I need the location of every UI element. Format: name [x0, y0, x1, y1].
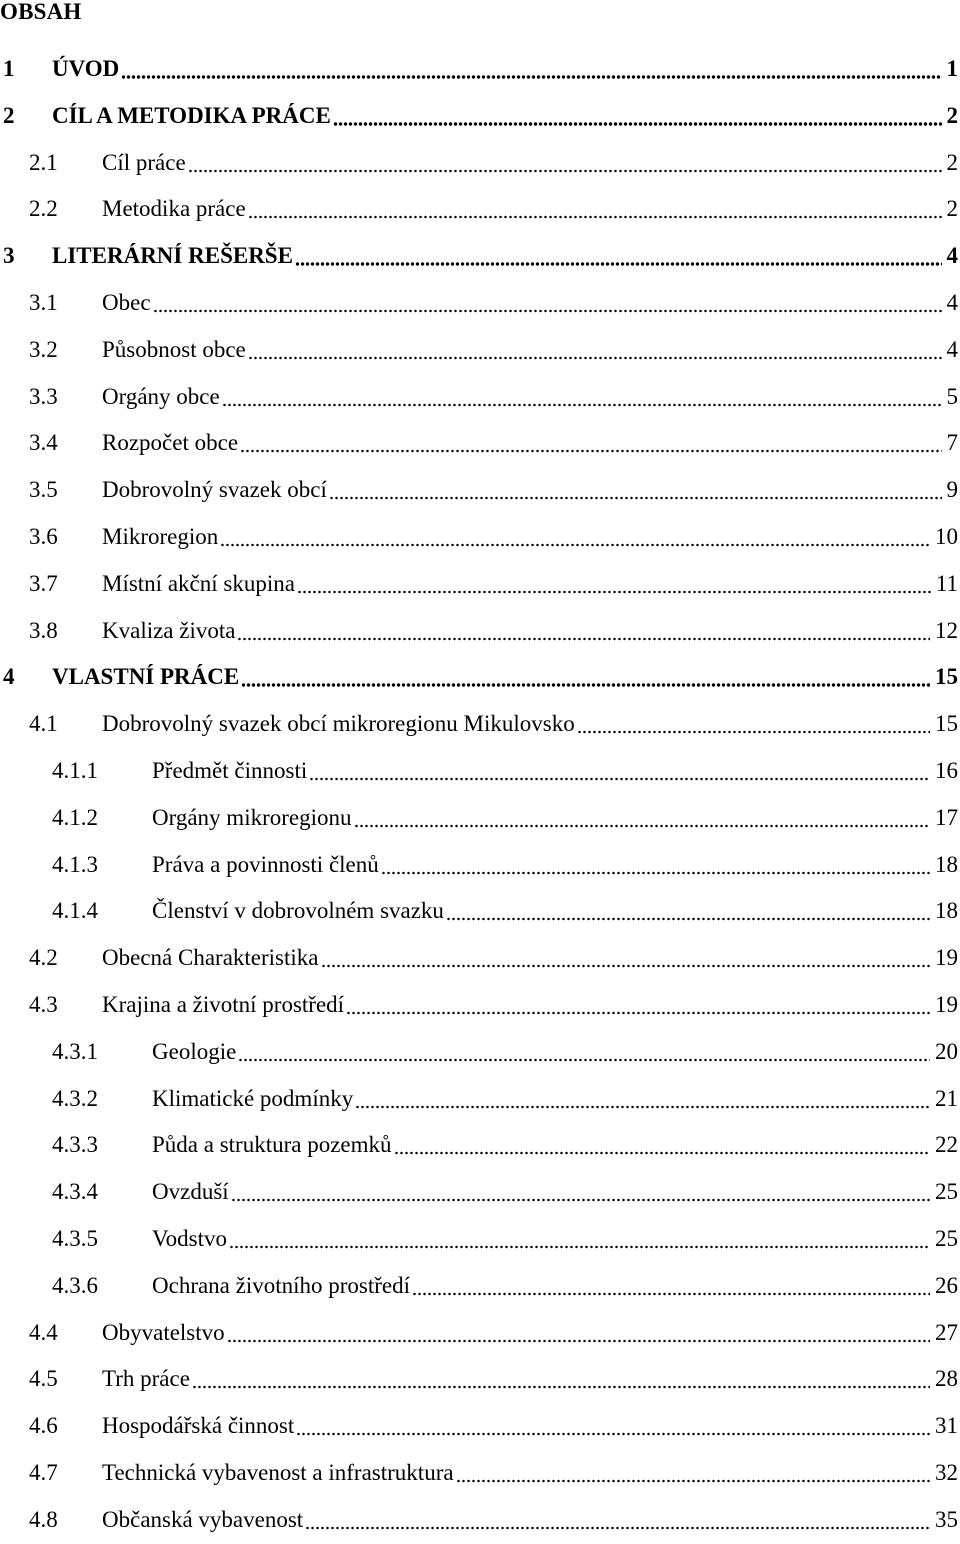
toc-entry-page: 31	[935, 1413, 958, 1438]
toc-entry-line	[102, 1310, 960, 1356]
toc-entry-line	[152, 1263, 960, 1309]
toc-entry-page: 25	[935, 1179, 958, 1204]
toc-entry-title: Obyvatelstvo	[102, 1320, 225, 1345]
toc-entry-page: 4	[946, 243, 958, 268]
dot-leader	[227, 1310, 930, 1356]
toc-entry-number: 4.3.5	[52, 1226, 98, 1251]
toc-entry-line	[152, 1029, 960, 1075]
toc-entry-number: 4.1.2	[52, 805, 98, 830]
toc-entry-page: 20	[935, 1039, 958, 1064]
toc-entry-page: 9	[946, 477, 958, 502]
toc-entry-page: 28	[935, 1366, 958, 1391]
toc-entry[interactable]	[0, 654, 960, 700]
toc-entry[interactable]	[0, 467, 960, 513]
toc-entry[interactable]	[0, 374, 960, 420]
toc-entry-page: 15	[935, 711, 958, 736]
toc-entry-number: 4.5	[29, 1366, 58, 1391]
dot-leader	[333, 93, 942, 139]
toc-entry-line	[152, 1076, 960, 1122]
toc-entry-line	[152, 888, 960, 934]
dot-leader	[577, 701, 930, 747]
toc-entry-number: 3.4	[29, 430, 58, 455]
toc-entry-line	[102, 1403, 960, 1449]
toc-entry-number: 4.3.1	[52, 1039, 98, 1064]
toc-entry-number: 3.2	[29, 337, 58, 362]
dot-leader	[297, 561, 931, 607]
toc-entry-line	[102, 327, 960, 373]
toc-entry-page: 11	[935, 571, 958, 596]
toc-entry-page: 1	[946, 56, 958, 81]
toc-entry-line	[102, 1497, 960, 1543]
toc-entry-number: 4.2	[29, 945, 58, 970]
toc-entry[interactable]	[0, 982, 960, 1028]
toc-entry-title: Krajina a životní prostředí	[102, 992, 345, 1017]
dot-leader	[248, 186, 942, 232]
dot-leader	[355, 1076, 930, 1122]
toc-entry-page: 2	[946, 150, 958, 175]
toc-entry-line	[52, 233, 960, 279]
toc-entry-number: 3.7	[29, 571, 58, 596]
toc-entry-title: Cíl práce	[102, 150, 186, 175]
toc-entry[interactable]	[0, 795, 960, 841]
toc-entry[interactable]	[0, 561, 960, 607]
toc-entry[interactable]	[0, 1216, 960, 1262]
toc-entry[interactable]	[0, 1450, 960, 1496]
toc-entry-page: 19	[935, 945, 958, 970]
toc-entry-page: 19	[935, 992, 958, 1017]
toc-entry-page: 15	[935, 664, 958, 689]
dot-leader	[381, 842, 930, 888]
toc-entry-title: Technická vybavenost a infrastruktura	[102, 1460, 454, 1485]
dot-leader	[412, 1263, 930, 1309]
toc-entry-number: 2	[3, 103, 15, 128]
toc-entry[interactable]	[0, 233, 960, 279]
dot-leader	[192, 1356, 930, 1402]
toc-entry-line	[52, 654, 960, 700]
dot-leader	[121, 46, 941, 92]
toc-entry-page: 4	[946, 337, 958, 362]
dot-leader	[237, 608, 930, 654]
dot-leader	[346, 982, 930, 1028]
toc-entry-number: 2.1	[29, 150, 58, 175]
toc-entry-title: Klimatické podmínky	[152, 1086, 354, 1111]
toc-entry-title: Místní akční skupina	[102, 571, 295, 596]
toc-entry-number: 4.1.1	[52, 758, 98, 783]
toc-entry-number: 3.1	[29, 290, 58, 315]
toc-entry-title: Trh práce	[102, 1366, 190, 1391]
toc-entry-line	[102, 701, 960, 747]
toc-entry-title: Ochrana životního prostředí	[152, 1273, 411, 1298]
dot-leader	[456, 1450, 930, 1496]
toc-entry[interactable]	[0, 1403, 960, 1449]
dot-leader	[296, 1403, 930, 1449]
toc-entry-title: CÍL A METODIKA PRÁCE	[52, 103, 331, 128]
toc-entry-title: Práva a povinnosti členů	[152, 852, 379, 877]
toc-entry-number: 4	[3, 664, 15, 689]
toc-entry-title: Obecná Charakteristika	[102, 945, 319, 970]
toc-entry-title: Kvaliza života	[102, 618, 236, 643]
toc-entry-title: Orgány mikroregionu	[152, 805, 352, 830]
toc-entry[interactable]	[0, 1497, 960, 1543]
toc-entry[interactable]	[0, 701, 960, 747]
toc-entry-line	[152, 748, 960, 794]
toc-entry-number: 4.3.4	[52, 1179, 98, 1204]
toc-entry-title: Rozpočet obce	[102, 430, 239, 455]
dot-leader	[354, 795, 930, 841]
toc-entry-number: 4.6	[29, 1413, 58, 1438]
dot-leader	[394, 1122, 930, 1168]
toc-entry-number: 4.8	[29, 1507, 58, 1532]
toc-entry-page: 5	[946, 384, 958, 409]
toc-entry-line	[102, 140, 960, 186]
toc-entry[interactable]	[0, 186, 960, 232]
dot-leader	[238, 1029, 930, 1075]
toc-entry-title: LITERÁRNÍ REŠERŠE	[52, 243, 293, 268]
toc-entry-line	[102, 514, 960, 560]
toc-entry[interactable]	[0, 420, 960, 466]
toc-entry-number: 4.4	[29, 1320, 58, 1345]
toc-entry-title: Orgány obce	[102, 384, 220, 409]
toc-entry-number: 3	[3, 243, 15, 268]
toc-entry-line	[152, 1169, 960, 1215]
toc-entry-title: Předmět činnosti	[152, 758, 308, 783]
toc-entry-page: 2	[946, 196, 958, 221]
toc-entry-title: Ovzduší	[152, 1179, 229, 1204]
toc-entry-line	[102, 374, 960, 420]
toc-entry-line	[152, 1122, 960, 1168]
toc-entry-title: Působnost obce	[102, 337, 246, 362]
dot-leader	[329, 467, 942, 513]
toc-entry-line	[102, 1450, 960, 1496]
dot-leader	[188, 140, 942, 186]
toc-entry-line	[102, 1356, 960, 1402]
toc-entry[interactable]	[0, 46, 960, 92]
toc-entry-number: 4.1.3	[52, 852, 98, 877]
toc-entry[interactable]	[0, 140, 960, 186]
toc-entry-number: 3.8	[29, 618, 58, 643]
toc-entry[interactable]	[0, 1356, 960, 1402]
toc-entry-page: 25	[935, 1226, 958, 1251]
toc-entry-page: 4	[946, 290, 958, 315]
toc-entry[interactable]	[0, 842, 960, 888]
toc-entry-line	[102, 280, 960, 326]
dot-leader	[309, 748, 930, 794]
toc-entry[interactable]	[0, 327, 960, 373]
toc-entry-page: 17	[935, 805, 958, 830]
toc-entry-page: 7	[946, 430, 958, 455]
toc-entry-title: Dobrovolný svazek obcí	[102, 477, 327, 502]
toc-entry-page: 10	[935, 524, 958, 549]
toc-entry-line	[152, 795, 960, 841]
toc-entry[interactable]	[0, 1169, 960, 1215]
dot-leader	[295, 233, 942, 279]
dot-leader	[153, 280, 942, 326]
toc-entry-title: Půda a struktura pozemků	[152, 1132, 392, 1157]
toc-entry[interactable]	[0, 1122, 960, 1168]
toc-entry[interactable]	[0, 935, 960, 981]
toc-entry-line	[102, 561, 960, 607]
toc-entry[interactable]	[0, 1029, 960, 1075]
dot-leader	[240, 420, 941, 466]
toc-entry-page: 18	[935, 898, 958, 923]
toc-entry-title: VLASTNÍ PRÁCE	[52, 664, 240, 689]
dot-leader	[321, 935, 931, 981]
toc-entry-number: 4.3.2	[52, 1086, 98, 1111]
toc-entry-number: 4.1	[29, 711, 58, 736]
toc-entry-page: 16	[935, 758, 958, 783]
toc-entry-number: 3.5	[29, 477, 58, 502]
toc-entry-title: Mikroregion	[102, 524, 219, 549]
dot-leader	[220, 514, 930, 560]
toc-entry-number: 4.1.4	[52, 898, 98, 923]
toc-entry-page: 26	[935, 1273, 958, 1298]
toc-entry-line	[102, 186, 960, 232]
toc-entry[interactable]	[0, 280, 960, 326]
dot-leader	[446, 888, 930, 934]
toc-entry[interactable]	[0, 1263, 960, 1309]
toc-entry-title: Občanská vybavenost	[102, 1507, 304, 1532]
toc-entry-title: ÚVOD	[52, 56, 120, 81]
dot-leader	[248, 327, 942, 373]
toc-entry-page: 18	[935, 852, 958, 877]
toc-entry[interactable]	[0, 1310, 960, 1356]
toc-heading: OBSAH	[0, 0, 82, 24]
toc-entry-line	[102, 608, 960, 654]
toc-entry-title: Hospodářská činnost	[102, 1413, 295, 1438]
toc-entry-line	[52, 93, 960, 139]
toc-entry-number: 3.3	[29, 384, 58, 409]
toc-entry-page: 27	[935, 1320, 958, 1345]
toc-entry-title: Dobrovolný svazek obcí mikroregionu Mikulovsko	[102, 711, 575, 736]
toc-entry-number: 3.6	[29, 524, 58, 549]
toc-entry-title: Členství v dobrovolném svazku	[152, 898, 444, 923]
toc-entry-title: Geologie	[152, 1039, 237, 1064]
dot-leader	[241, 654, 930, 700]
toc-entry-number: 4.7	[29, 1460, 58, 1485]
dot-leader	[229, 1216, 930, 1262]
toc-entry-page: 21	[935, 1086, 958, 1111]
toc-entry[interactable]	[0, 748, 960, 794]
toc-entry-line	[102, 420, 960, 466]
toc-entry-number: 4.3.3	[52, 1132, 98, 1157]
toc-entry-line	[152, 842, 960, 888]
toc-entry-title: Obec	[102, 290, 151, 315]
toc-entry-page: 35	[935, 1507, 958, 1532]
dot-leader	[222, 374, 942, 420]
toc-entry-number: 4.3	[29, 992, 58, 1017]
toc-entry-line	[152, 1216, 960, 1262]
dot-leader	[305, 1497, 930, 1543]
toc-entry[interactable]	[0, 608, 960, 654]
toc-entry-number: 4.3.6	[52, 1273, 98, 1298]
toc-entry[interactable]	[0, 888, 960, 934]
toc-entry[interactable]	[0, 1076, 960, 1122]
toc-entry-page: 32	[935, 1460, 958, 1485]
toc-entry[interactable]	[0, 93, 960, 139]
toc-entry-number: 1	[3, 56, 15, 81]
toc-entry-line	[102, 935, 960, 981]
toc-entry-line	[102, 467, 960, 513]
toc-entry-number: 2.2	[29, 196, 58, 221]
toc-entry-page: 22	[935, 1132, 958, 1157]
toc-entry-page: 12	[935, 618, 958, 643]
toc-entry-line	[52, 46, 960, 92]
dot-leader	[231, 1169, 930, 1215]
toc-entry[interactable]	[0, 514, 960, 560]
toc-entry-page: 2	[946, 103, 958, 128]
toc-entry-line	[102, 982, 960, 1028]
toc-entry-title: Metodika práce	[102, 196, 246, 221]
toc-entry-title: Vodstvo	[152, 1226, 227, 1251]
